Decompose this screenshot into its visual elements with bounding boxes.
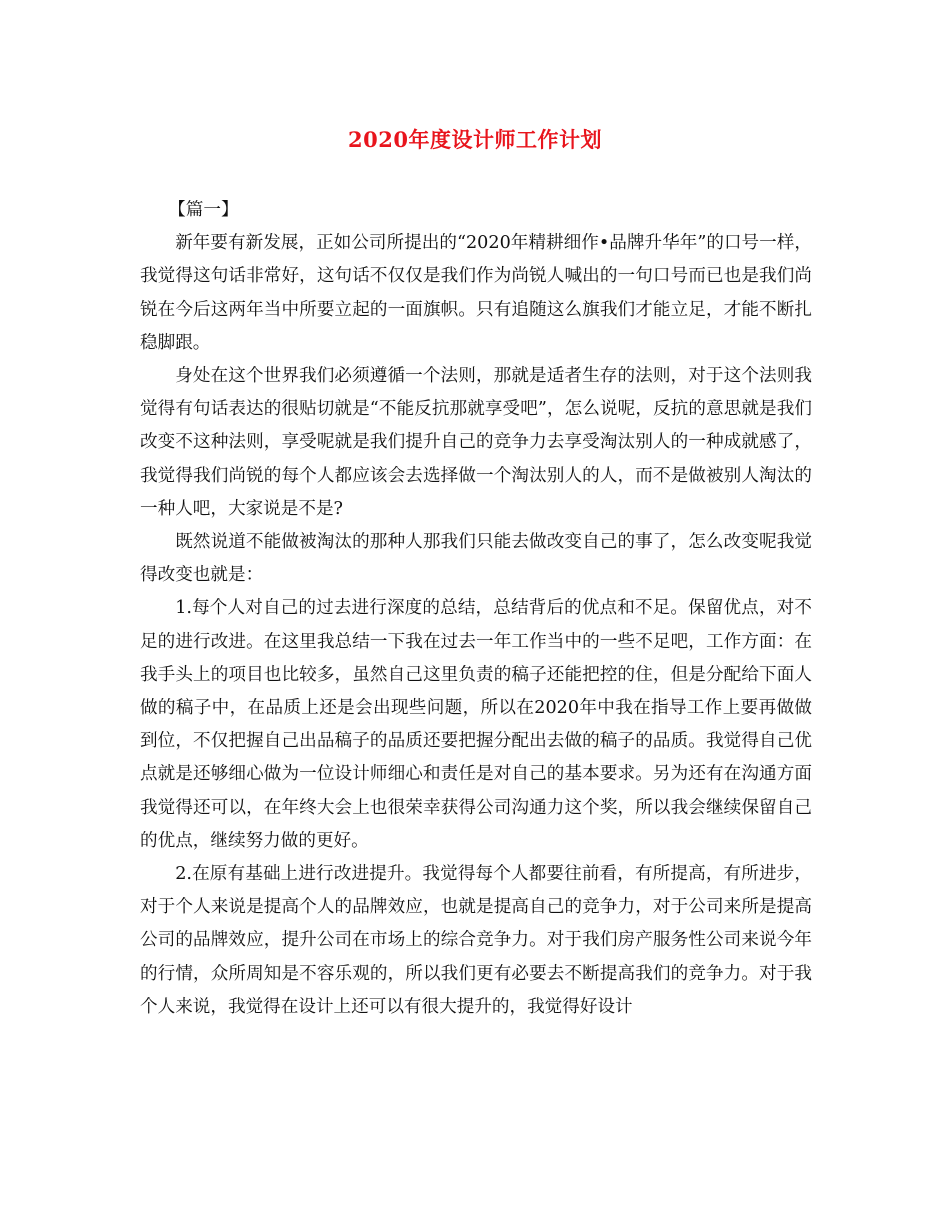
paragraph: 1.每个人对自己的过去进行深度的总结，总结背后的优点和不足。保留优点，对不足的进行改进。在这里我总结一下我在过去一年工作当中的一些不足吧，工作方面：在我手头上的项目也比较多，虽然自己这里负责的稿子还能把控的住，但是分配给下面人做的稿子中，在品质上还是会出现些问题，所以在2020年中我在指导工作上要再做做到位，不仅把握自己出品稿子的品质还要把握分配出去做的稿子的品质。我觉得自己优点就是还够细心做为一位设计师细心和责任是对自己的基本要求。另为还有在沟通方面我觉得还可以，在年终大会上也很荣幸获得公司沟通力这个奖，所以我会继续保留自己的优点，继续努力做的更好。 xyxy=(140,598,812,851)
paragraph: 新年要有新发展，正如公司所提出的“2020年精耕细作•品牌升华年”的口号一样，我觉得这句话非常好，这句话不仅仅是我们作为尚锐人喊出的一句口号而已也是我们尚锐在今后这两年当中所要立起的一面旗帜。只有追随这么旗我们才能立足，才能不断扎稳脚跟。 xyxy=(140,233,812,353)
section-heading: 【篇一】 xyxy=(168,200,239,220)
document-title: 2020年度设计师工作计划 xyxy=(348,127,602,152)
paragraph: 既然说道不能做被淘汰的那种人那我们只能去做改变自己的事了，怎么改变呢我觉得改变也就是： xyxy=(140,532,812,586)
paragraph: 身处在这个世界我们必须遵循一个法则，那就是适者生存的法则，对于这个法则我觉得有句话表达的很贴切就是“不能反抗那就享受吧”，怎么说呢，反抗的意思就是我们改变不这种法则，享受呢就是我们提升自己的竞争力去享受淘汰别人的一种成就感了，我觉得我们尚锐的每个人都应该会去选择做一个淘汰别人的人，而不是做被别人淘汰的一种人吧，大家说是不是? xyxy=(140,366,812,519)
paragraph: 2.在原有基础上进行改进提升。我觉得每个人都要往前看，有所提高，有所进步，对于个人来说是提高个人的品牌效应，也就是提高自己的竞争力，对于公司来所是提高公司的品牌效应，提升公司在市场上的综合竞争力。对于我们房产服务性公司来说今年的行情，众所周知是不容乐观的，所以我们更有必要去不断提高我们的竞争力。对于我个人来说，我觉得在设计上还可以有很大提升的，我觉得好设计 xyxy=(140,864,812,1017)
document-body xyxy=(140,194,812,1024)
